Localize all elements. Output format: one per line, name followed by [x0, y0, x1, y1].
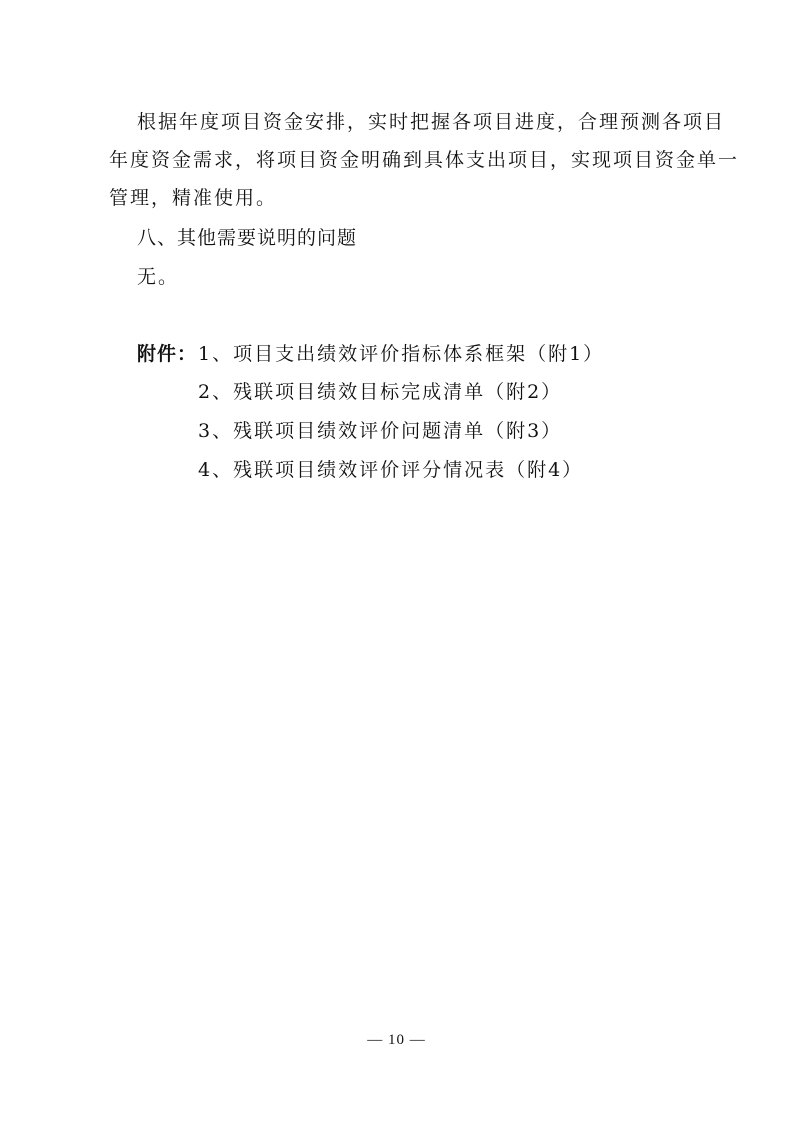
paragraph-line-3: 管理，精准使用。: [109, 187, 278, 209]
attachment-item-2: 2、残联项目绩效目标完成清单（附2）: [198, 381, 563, 403]
section-text: 无。: [137, 266, 180, 288]
attachment-item-4: 4、残联项目绩效评价评分情况表（附4）: [198, 459, 584, 481]
attachments-label: 附件：: [137, 343, 198, 365]
paragraph-line-2: 年度资金需求，将项目资金明确到具体支出项目，实现项目资金单一: [109, 149, 740, 171]
attachment-item-1: 1、项目支出绩效评价指标体系框架（附1）: [198, 343, 605, 365]
paragraph-line-1: 根据年度项目资金安排，实时把握各项目进度，合理预测各项目: [137, 111, 726, 133]
section-heading: 八、其他需要说明的问题: [137, 227, 358, 249]
page-number: — 10 —: [367, 1032, 426, 1048]
attachment-item-3: 3、残联项目绩效评价问题清单（附3）: [198, 420, 563, 442]
